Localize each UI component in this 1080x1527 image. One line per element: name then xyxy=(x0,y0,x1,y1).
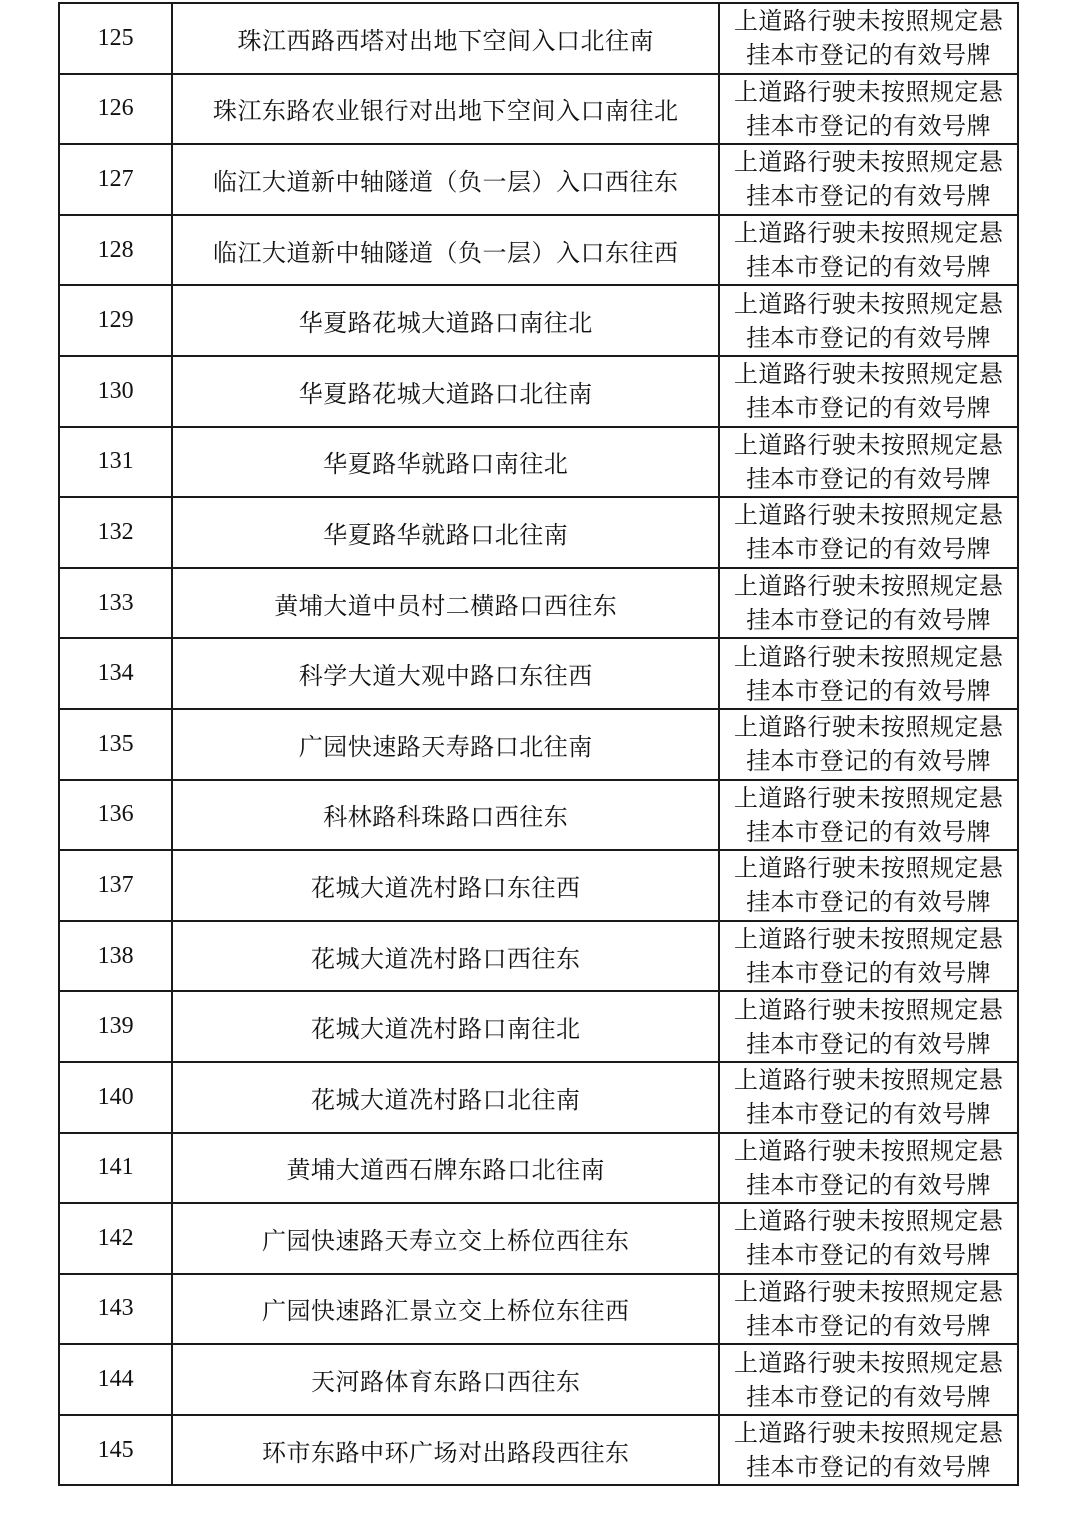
location-cell: 珠江东路农业银行对出地下空间入口南往北 xyxy=(172,74,719,145)
row-number-cell: 134 xyxy=(59,638,172,709)
violation-cell xyxy=(719,285,1018,356)
table-row xyxy=(59,74,1018,145)
violation-cell xyxy=(719,638,1018,709)
violation-text-line2: 挂本市登记的有效号牌 xyxy=(746,747,992,776)
violation-text-line2: 挂本市登记的有效号牌 xyxy=(746,394,992,423)
table-row xyxy=(59,285,1018,356)
table-row xyxy=(59,780,1018,851)
enforcement-location-table xyxy=(58,2,1019,1486)
location-cell: 广园快速路天寿路口北往南 xyxy=(172,709,719,780)
row-number-cell: 141 xyxy=(59,1133,172,1204)
row-number-cell: 145 xyxy=(59,1415,172,1486)
violation-cell xyxy=(719,1415,1018,1486)
violation-cell xyxy=(719,568,1018,639)
row-number-cell: 128 xyxy=(59,215,172,286)
violation-text-line1: 上道路行驶未按照规定悬 xyxy=(733,1348,1004,1377)
violation-text-line2: 挂本市登记的有效号牌 xyxy=(746,1382,992,1411)
violation-text-line1: 上道路行驶未按照规定悬 xyxy=(733,1136,1004,1165)
violation-text-line2: 挂本市登记的有效号牌 xyxy=(746,253,992,282)
table-row xyxy=(59,497,1018,568)
row-number-cell: 133 xyxy=(59,568,172,639)
violation-text-line2: 挂本市登记的有效号牌 xyxy=(746,1170,992,1199)
violation-cell xyxy=(719,780,1018,851)
violation-text-line1: 上道路行驶未按照规定悬 xyxy=(733,1207,1004,1236)
violation-text-line1: 上道路行驶未按照规定悬 xyxy=(733,7,1004,36)
location-cell: 科学大道大观中路口东往西 xyxy=(172,638,719,709)
row-number-cell: 130 xyxy=(59,356,172,427)
row-number-cell: 131 xyxy=(59,427,172,498)
violation-text-line2: 挂本市登记的有效号牌 xyxy=(746,959,992,988)
violation-text-line1: 上道路行驶未按照规定悬 xyxy=(733,219,1004,248)
table-row xyxy=(59,1062,1018,1133)
violation-cell xyxy=(719,1344,1018,1415)
location-cell: 广园快速路天寿立交上桥位西往东 xyxy=(172,1203,719,1274)
violation-cell xyxy=(719,74,1018,145)
violation-cell xyxy=(719,1062,1018,1133)
violation-text-line1: 上道路行驶未按照规定悬 xyxy=(733,783,1004,812)
table-row xyxy=(59,921,1018,992)
violation-text-line1: 上道路行驶未按照规定悬 xyxy=(733,430,1004,459)
location-cell: 环市东路中环广场对出路段西往东 xyxy=(172,1415,719,1486)
table-row xyxy=(59,1274,1018,1345)
location-cell: 临江大道新中轴隧道（负一层）入口西往东 xyxy=(172,144,719,215)
violation-text-line1: 上道路行驶未按照规定悬 xyxy=(733,572,1004,601)
table-row xyxy=(59,991,1018,1062)
location-cell: 临江大道新中轴隧道（负一层）入口东往西 xyxy=(172,215,719,286)
table-row xyxy=(59,356,1018,427)
violation-text-line1: 上道路行驶未按照规定悬 xyxy=(733,1419,1004,1448)
violation-text-line1: 上道路行驶未按照规定悬 xyxy=(733,854,1004,883)
violation-cell xyxy=(719,991,1018,1062)
violation-cell xyxy=(719,215,1018,286)
violation-text-line2: 挂本市登记的有效号牌 xyxy=(746,111,992,140)
row-number-cell: 142 xyxy=(59,1203,172,1274)
location-cell: 科林路科珠路口西往东 xyxy=(172,780,719,851)
table-row xyxy=(59,568,1018,639)
location-cell: 华夏路华就路口北往南 xyxy=(172,497,719,568)
row-number-cell: 140 xyxy=(59,1062,172,1133)
violation-text-line1: 上道路行驶未按照规定悬 xyxy=(733,148,1004,177)
row-number-cell: 132 xyxy=(59,497,172,568)
table-row xyxy=(59,215,1018,286)
location-cell: 花城大道冼村路口南往北 xyxy=(172,991,719,1062)
row-number-cell: 125 xyxy=(59,3,172,74)
row-number-cell: 144 xyxy=(59,1344,172,1415)
violation-text-line1: 上道路行驶未按照规定悬 xyxy=(733,501,1004,530)
violation-text-line1: 上道路行驶未按照规定悬 xyxy=(733,360,1004,389)
violation-text-line2: 挂本市登记的有效号牌 xyxy=(746,464,992,493)
violation-text-line2: 挂本市登记的有效号牌 xyxy=(746,535,992,564)
location-cell: 黄埔大道西石牌东路口北往南 xyxy=(172,1133,719,1204)
violation-text-line2: 挂本市登记的有效号牌 xyxy=(746,1311,992,1340)
violation-cell xyxy=(719,3,1018,74)
location-cell: 黄埔大道中员村二横路口西往东 xyxy=(172,568,719,639)
location-cell: 花城大道冼村路口北往南 xyxy=(172,1062,719,1133)
violation-cell xyxy=(719,921,1018,992)
violation-text-line1: 上道路行驶未按照规定悬 xyxy=(733,1066,1004,1095)
location-cell: 华夏路花城大道路口北往南 xyxy=(172,356,719,427)
violation-cell xyxy=(719,356,1018,427)
row-number-cell: 126 xyxy=(59,74,172,145)
violation-text-line1: 上道路行驶未按照规定悬 xyxy=(733,713,1004,742)
violation-cell xyxy=(719,1133,1018,1204)
violation-text-line2: 挂本市登记的有效号牌 xyxy=(746,182,992,211)
violation-text-line2: 挂本市登记的有效号牌 xyxy=(746,888,992,917)
violation-cell xyxy=(719,497,1018,568)
violation-text-line2: 挂本市登记的有效号牌 xyxy=(746,323,992,352)
table-row xyxy=(59,3,1018,74)
row-number-cell: 137 xyxy=(59,850,172,921)
violation-text-line2: 挂本市登记的有效号牌 xyxy=(746,676,992,705)
location-cell: 广园快速路汇景立交上桥位东往西 xyxy=(172,1274,719,1345)
violation-text-line1: 上道路行驶未按照规定悬 xyxy=(733,77,1004,106)
table-row xyxy=(59,427,1018,498)
row-number-cell: 143 xyxy=(59,1274,172,1345)
table-body xyxy=(59,3,1018,1485)
violation-text-line2: 挂本市登记的有效号牌 xyxy=(746,1029,992,1058)
row-number-cell: 129 xyxy=(59,285,172,356)
location-cell: 珠江西路西塔对出地下空间入口北往南 xyxy=(172,3,719,74)
table-row xyxy=(59,850,1018,921)
row-number-cell: 136 xyxy=(59,780,172,851)
violation-cell xyxy=(719,427,1018,498)
location-cell: 花城大道冼村路口西往东 xyxy=(172,921,719,992)
violation-text-line2: 挂本市登记的有效号牌 xyxy=(746,1241,992,1270)
row-number-cell: 138 xyxy=(59,921,172,992)
violation-cell xyxy=(719,1274,1018,1345)
violation-cell xyxy=(719,1203,1018,1274)
violation-cell xyxy=(719,709,1018,780)
row-number-cell: 135 xyxy=(59,709,172,780)
row-number-cell: 139 xyxy=(59,991,172,1062)
table-row xyxy=(59,638,1018,709)
violation-text-line1: 上道路行驶未按照规定悬 xyxy=(733,995,1004,1024)
table-row xyxy=(59,1344,1018,1415)
violation-text-line1: 上道路行驶未按照规定悬 xyxy=(733,925,1004,954)
violation-text-line2: 挂本市登记的有效号牌 xyxy=(746,41,992,70)
violation-text-line1: 上道路行驶未按照规定悬 xyxy=(733,289,1004,318)
violation-cell xyxy=(719,850,1018,921)
table-row xyxy=(59,1203,1018,1274)
location-cell: 天河路体育东路口西往东 xyxy=(172,1344,719,1415)
violation-text-line2: 挂本市登记的有效号牌 xyxy=(746,606,992,635)
violation-text-line1: 上道路行驶未按照规定悬 xyxy=(733,642,1004,671)
table-row xyxy=(59,1133,1018,1204)
table-row xyxy=(59,1415,1018,1486)
violation-cell xyxy=(719,144,1018,215)
location-cell: 华夏路花城大道路口南往北 xyxy=(172,285,719,356)
violation-text-line1: 上道路行驶未按照规定悬 xyxy=(733,1277,1004,1306)
table-row xyxy=(59,144,1018,215)
table-row xyxy=(59,709,1018,780)
location-cell: 花城大道冼村路口东往西 xyxy=(172,850,719,921)
row-number-cell: 127 xyxy=(59,144,172,215)
violation-text-line2: 挂本市登记的有效号牌 xyxy=(746,1100,992,1129)
location-cell: 华夏路华就路口南往北 xyxy=(172,427,719,498)
violation-text-line2: 挂本市登记的有效号牌 xyxy=(746,817,992,846)
violation-text-line2: 挂本市登记的有效号牌 xyxy=(746,1453,992,1482)
